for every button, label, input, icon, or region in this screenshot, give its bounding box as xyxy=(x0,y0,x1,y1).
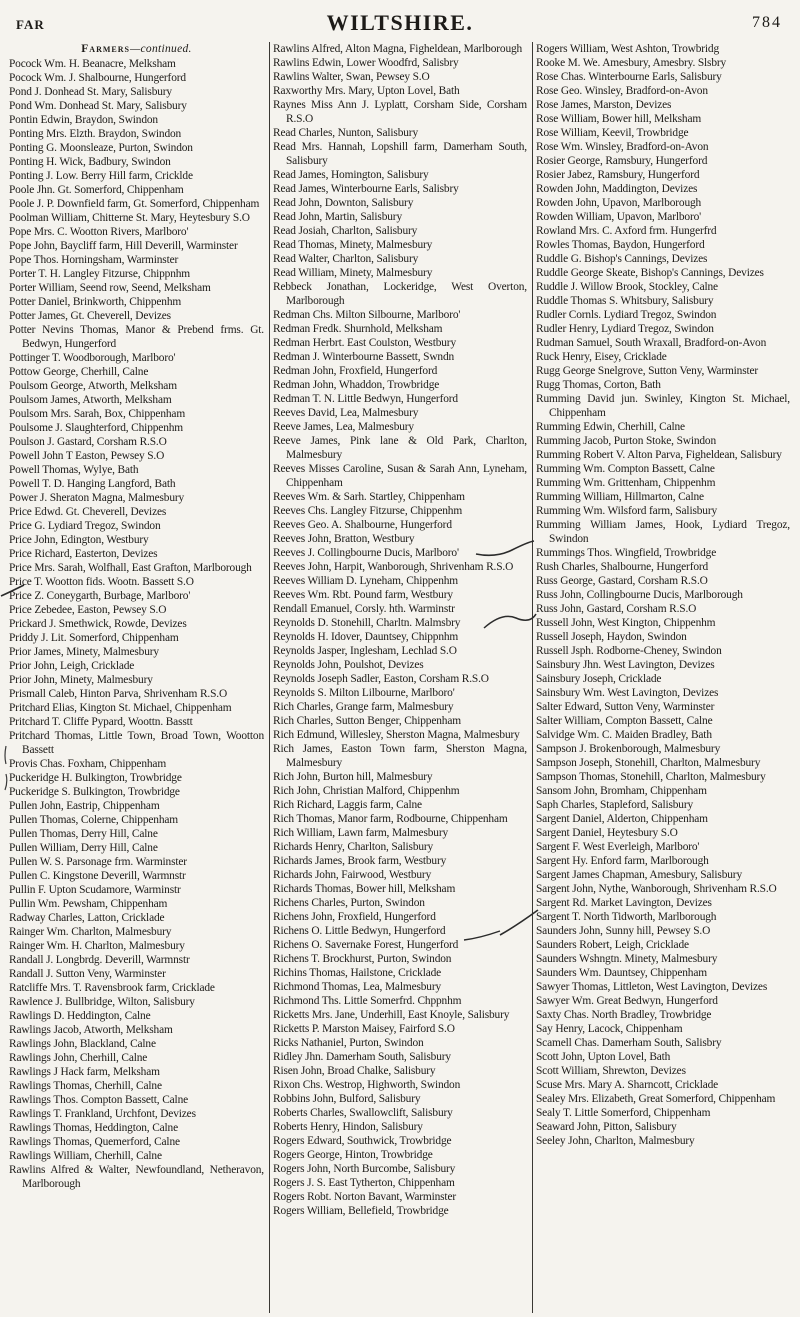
directory-entry: Sargent T. North Tidworth, Marlborough xyxy=(536,911,717,923)
directory-entry: Radway Charles, Latton, Cricklade xyxy=(9,912,165,924)
directory-entry: Rose Chas. Winterbourne Earls, Salisbury xyxy=(536,71,722,83)
directory-entry: Poulsom Mrs. Sarah, Box, Chippenham xyxy=(9,408,186,420)
directory-entry: Rawlings John, Blackland, Calne xyxy=(9,1038,156,1050)
directory-entry: Ponting G. Moonsleaze, Purton, Swindon xyxy=(9,142,193,154)
directory-entry: Sargent James Chapman, Amesbury, Salisbury xyxy=(536,869,742,881)
directory-entry: Rogers William, West Ashton, Trowbridg xyxy=(536,43,719,55)
directory-entry: Read Josiah, Charlton, Salisbury xyxy=(273,225,418,237)
directory-entry: Sargent Hy. Enford farm, Marlborough xyxy=(536,855,709,867)
directory-entry: Redman John, Froxfield, Hungerford xyxy=(273,365,438,377)
directory-entry: Price Richard, Easterton, Devizes xyxy=(9,548,158,560)
directory-entry: Rugg George Snelgrove, Sutton Veny, Warminster xyxy=(536,365,759,377)
directory-entry: Pope John, Baycliff farm, Hill Deverill, Warminster xyxy=(9,240,238,252)
directory-entry: Reeves Wm. Rbt. Pound farm, Westbury xyxy=(273,589,453,601)
directory-entry: Potter James, Gt. Cheverell, Devizes xyxy=(9,310,171,322)
directory-entry: Rawlings Thomas, Cherhill, Calne xyxy=(9,1080,162,1092)
directory-entry: Rich Edmund, Willesley, Sherston Magna, Malmesbury xyxy=(273,729,520,741)
directory-entry: Raynes Miss Ann J. Lyplatt, Corsham Side, Corsham R.S.O xyxy=(273,99,527,125)
directory-entry: Rosier Jabez, Ramsbury, Hungerford xyxy=(536,169,700,181)
directory-entry: Rose Geo. Winsley, Bradford-on-Avon xyxy=(536,85,708,97)
directory-entry: Potter Daniel, Brinkworth, Chippenhm xyxy=(9,296,182,308)
directory-entry: Say Henry, Lacock, Chippenham xyxy=(536,1023,683,1035)
page-title: WILTSHIRE. xyxy=(326,10,474,35)
directory-entry: Rumming Jacob, Purton Stoke, Swindon xyxy=(536,435,717,447)
directory-entry: Rowles Thomas, Baydon, Hungerford xyxy=(536,239,705,251)
directory-entry: Prior John, Leigh, Cricklade xyxy=(9,660,135,672)
directory-entry: Reynolds H. Idover, Dauntsey, Chippnhm xyxy=(273,631,459,643)
section-heading-name: Farmers xyxy=(81,43,130,55)
directory-entry: Rogers Robt. Norton Bavant, Warminster xyxy=(273,1191,456,1203)
directory-entry: Reynolds S. Milton Lilbourne, Marlboro' xyxy=(273,687,455,699)
directory-entry: Rooke M. We. Amesbury, Amesbry. Slsbry xyxy=(536,57,727,69)
directory-entry: Sargent F. West Everleigh, Marlboro' xyxy=(536,841,700,853)
directory-entry: Pullen John, Eastrip, Chippenham xyxy=(9,800,160,812)
directory-entry: Rose William, Bower hill, Melksham xyxy=(536,113,702,125)
directory-entry: Reeves William D. Lyneham, Chippenhm xyxy=(273,575,459,587)
directory-entry: Ratcliffe Mrs. T. Ravensbrook farm, Cricklade xyxy=(9,982,215,994)
directory-entry: Price Edwd. Gt. Cheverell, Devizes xyxy=(9,506,167,518)
directory-entry: Rainger Wm. Charlton, Malmesbury xyxy=(9,926,172,938)
directory-entry: Rowden John, Maddington, Devizes xyxy=(536,183,698,195)
directory-entry: Rowland Mrs. C. Axford frm. Hungerfrd xyxy=(536,225,717,237)
directory-columns xyxy=(6,42,796,1313)
directory-entry: Sainsbury Joseph, Cricklade xyxy=(536,673,662,685)
directory-entry: Russell Jsph. Rodborne-Cheney, Swindon xyxy=(536,645,722,657)
directory-entry: Salvidge Wm. C. Maiden Bradley, Bath xyxy=(536,729,712,741)
directory-entry: Redman Chs. Milton Silbourne, Marlboro' xyxy=(273,309,461,321)
directory-entry: Pritchard T. Cliffe Pypard, Woottn. Basstt xyxy=(9,716,193,728)
directory-entry: Richins Thomas, Hailstone, Cricklade xyxy=(273,967,442,979)
directory-entry: Ruddle G. Bishop's Cannings, Devizes xyxy=(536,253,708,265)
directory-entry: Rumming Robert V. Alton Parva, Figheldean, Salisbury xyxy=(536,449,782,461)
directory-entry: Porter T. H. Langley Fitzurse, Chippnhm xyxy=(9,268,191,280)
directory-entry: Rumming David jun. Swinley, Kington St. Michael, Chippenham xyxy=(536,393,790,419)
directory-entry: Ruddle J. Willow Brook, Stockley, Calne xyxy=(536,281,718,293)
directory-entry: Reeve James, Lea, Malmesbury xyxy=(273,421,414,433)
directory-entry: Rosier George, Ramsbury, Hungerford xyxy=(536,155,708,167)
directory-entry: Rogers Edward, Southwick, Trowbridge xyxy=(273,1135,452,1147)
directory-entry: Rawlings D. Heddington, Calne xyxy=(9,1010,151,1022)
directory-entry: Richmond Ths. Little Somerfrd. Chppnhm xyxy=(273,995,462,1007)
directory-entry: Saxty Chas. North Bradley, Trowbridge xyxy=(536,1009,712,1021)
directory-entry: Sansom John, Bromham, Chippenham xyxy=(536,785,707,797)
directory-entry: Sampson Thomas, Stonehill, Charlton, Malmesbury xyxy=(536,771,766,783)
directory-entry: Porter William, Seend row, Seend, Melksham xyxy=(9,282,211,294)
directory-entry: Rich Thomas, Manor farm, Rodbourne, Chippenham xyxy=(273,813,508,825)
directory-entry: Rawlings J Hack farm, Melksham xyxy=(9,1066,160,1078)
directory-entry: Pocock Wm. J. Shalbourne, Hungerford xyxy=(9,72,186,84)
directory-entry: Sealey Mrs. Elizabeth, Great Somerford, Chippenham xyxy=(536,1093,776,1105)
directory-entry: Rich Charles, Sutton Benger, Chippenham xyxy=(273,715,461,727)
directory-entry: Reeves J. Collingbourne Ducis, Marlboro' xyxy=(273,547,459,559)
directory-entry: Pullen Thomas, Derry Hill, Calne xyxy=(9,828,158,840)
directory-entry: Rudler Cornls. Lydiard Tregoz, Swindon xyxy=(536,309,717,321)
directory-entry: Saunders Wm. Dauntsey, Chippenham xyxy=(536,967,707,979)
directory-entry: Read Mrs. Hannah, Lopshill farm, Damerham South, Salisbury xyxy=(273,141,527,167)
directory-entry: Poolman William, Chitterne St. Mary, Heytesbury S.O xyxy=(9,212,250,224)
directory-entry: Redman J. Winterbourne Bassett, Swndn xyxy=(273,351,455,363)
directory-entry: Sampson J. Brokenborough, Malmesbury xyxy=(536,743,721,755)
directory-entry: Price Mrs. Sarah, Wolfhall, East Grafton, Marlborough xyxy=(9,562,252,574)
directory-entry: Read Thomas, Minety, Malmesbury xyxy=(273,239,433,251)
directory-entry: Rawlings Thomas, Heddington, Calne xyxy=(9,1122,179,1134)
directory-entry: Rumming Wm. Grittenham, Chippenhm xyxy=(536,477,716,489)
directory-entry: Seeley John, Charlton, Malmesbury xyxy=(536,1135,695,1147)
directory-entry: Pontin Edwin, Braydon, Swindon xyxy=(9,114,158,126)
directory-entry: Redman Fredk. Shurnhold, Melksham xyxy=(273,323,443,335)
directory-entry: Rumming Wm. Compton Bassett, Calne xyxy=(536,463,715,475)
directory-entry: Pullen W. S. Parsonage frm. Warminster xyxy=(9,856,187,868)
directory-entry: Rummings Thos. Wingfield, Trowbridge xyxy=(536,547,717,559)
directory-entry: Scamell Chas. Damerham South, Salisbry xyxy=(536,1037,722,1049)
directory-entry: Richens O. Little Bedwyn, Hungerford xyxy=(273,925,446,937)
directory-entry: Price Z. Coneygarth, Burbage, Marlboro' xyxy=(9,590,191,602)
directory-entry: Richmond Thomas, Lea, Malmesbury xyxy=(273,981,442,993)
directory-entry: Prickard J. Smethwick, Rowde, Devizes xyxy=(9,618,187,630)
directory-entry: Redman John, Whaddon, Trowbridge xyxy=(273,379,440,391)
directory-entry: Randall J. Longbrdg. Deverill, Warmnstr xyxy=(9,954,190,966)
directory-entry: Rawlings Thos. Compton Bassett, Calne xyxy=(9,1094,189,1106)
directory-entry: Rumming William, Hillmarton, Calne xyxy=(536,491,704,503)
directory-entry: Sawyer Thomas, Littleton, West Lavington, Devizes xyxy=(536,981,768,993)
directory-entry: Rawlins Alfred & Walter, Newfoundland, Netheravon, Marlborough xyxy=(9,1164,264,1190)
directory-entry: Scuse Mrs. Mary A. Sharncott, Cricklade xyxy=(536,1079,719,1091)
directory-entry: Richens John, Froxfield, Hungerford xyxy=(273,911,436,923)
directory-entry: Rudman Samuel, South Wraxall, Bradford-on-Avon xyxy=(536,337,767,349)
directory-entry: Saunders Robert, Leigh, Cricklade xyxy=(536,939,689,951)
directory-entry: Priddy J. Lit. Somerford, Chippenham xyxy=(9,632,179,644)
directory-entry: Rixon Chs. Westrop, Highworth, Swindon xyxy=(273,1079,461,1091)
directory-entry: Puckeridge H. Bulkington, Trowbridge xyxy=(9,772,182,784)
directory-entry: Rawlings T. Frankland, Urchfont, Devizes xyxy=(9,1108,196,1120)
directory-entry: Rawlings Jacob, Atworth, Melksham xyxy=(9,1024,173,1036)
directory-entry: Rebbeck Jonathan, Lockeridge, West Overton, Marlborough xyxy=(273,281,527,307)
directory-entry: Rogers George, Hinton, Trowbridge xyxy=(273,1149,433,1161)
directory-entry: Sargent Rd. Market Lavington, Devizes xyxy=(536,897,712,909)
directory-entry: Powell Thomas, Wylye, Bath xyxy=(9,464,139,476)
directory-entry: Sawyer Wm. Great Bedwyn, Hungerford xyxy=(536,995,718,1007)
directory-entry: Rawlins Edwin, Lower Woodfrd, Salisbry xyxy=(273,57,459,69)
directory-entry: Rogers J. S. East Tytherton, Chippenham xyxy=(273,1177,455,1189)
directory-entry: Read James, Winterbourne Earls, Salisbry xyxy=(273,183,459,195)
directory-entry: Rawlins Walter, Swan, Pewsey S.O xyxy=(273,71,430,83)
directory-entry: Pullen C. Kingstone Deverill, Warmnstr xyxy=(9,870,186,882)
directory-entry: Redman T. N. Little Bedwyn, Hungerford xyxy=(273,393,458,405)
directory-entry: Rawlings Thomas, Quemerford, Calne xyxy=(9,1136,180,1148)
directory-entry: Ricks Nathaniel, Purton, Swindon xyxy=(273,1037,424,1049)
directory-entry: Read James, Homington, Salisbury xyxy=(273,169,429,181)
directory-entry: Sainsbury Wm. West Lavington, Devizes xyxy=(536,687,719,699)
directory-entry: Prior John, Minety, Malmesbury xyxy=(9,674,153,686)
directory-entry: Read John, Martin, Salisbury xyxy=(273,211,402,223)
directory-entry: Richards John, Fairwood, Westbury xyxy=(273,869,432,881)
directory-entry: Puckeridge S. Bulkington, Trowbridge xyxy=(9,786,180,798)
directory-entry: Scott William, Shrewton, Devizes xyxy=(536,1065,686,1077)
directory-entry: Risen John, Broad Chalke, Salisbury xyxy=(273,1065,436,1077)
directory-entry: Sargent John, Nythe, Wanborough, Shrivenham R.S.O xyxy=(536,883,777,895)
directory-entry: Pottow George, Cherhill, Calne xyxy=(9,366,149,378)
directory-entry: Pond Wm. Donhead St. Mary, Salisbury xyxy=(9,100,187,112)
directory-entry: Power J. Sheraton Magna, Malmesbury xyxy=(9,492,185,504)
directory-entry: Ruck Henry, Eisey, Cricklade xyxy=(536,351,667,363)
directory-entry: Pottinger T. Woodborough, Marlboro' xyxy=(9,352,176,364)
directory-entry: Ruddle Thomas S. Whitsbury, Salisbury xyxy=(536,295,714,307)
directory-entry: Rendall Emanuel, Corsly. hth. Warminstr xyxy=(273,603,455,615)
directory-entry: Robbins John, Bulford, Salisbury xyxy=(273,1093,421,1105)
directory-entry: Sainsbury Jhn. West Lavington, Devizes xyxy=(536,659,715,671)
directory-entry: Prismall Caleb, Hinton Parva, Shrivenham R.S.O xyxy=(9,688,228,700)
directory-entry: Russell Joseph, Haydon, Swindon xyxy=(536,631,687,643)
directory-entry: Richens T. Brockhurst, Purton, Swindon xyxy=(273,953,452,965)
directory-entry: Read John, Downton, Salisbury xyxy=(273,197,414,209)
directory-entry: Pope Thos. Horningsham, Warminster xyxy=(9,254,179,266)
directory-entry: Reeves Misses Caroline, Susan & Sarah Ann, Lyneham, Chippenham xyxy=(273,463,527,489)
directory-entry: Rose William, Keevil, Trowbridge xyxy=(536,127,689,139)
directory-entry: Rich John, Burton hill, Malmesbury xyxy=(273,771,433,783)
directory-entry: Read William, Minety, Malmesbury xyxy=(273,267,433,279)
directory-entry: Ruddle George Skeate, Bishop's Cannings, Devizes xyxy=(536,267,764,279)
directory-entry: Price John, Edington, Westbury xyxy=(9,534,149,546)
directory-entry: Reeves John, Harpit, Wanborough, Shrivenham R.S.O xyxy=(273,561,514,573)
directory-entry: Salter William, Compton Bassett, Calne xyxy=(536,715,713,727)
directory-entry: Pond J. Donhead St. Mary, Salisbury xyxy=(9,86,172,98)
directory-entry: Price T. Wootton fids. Wootn. Bassett S.O xyxy=(9,576,194,588)
directory-entry: Rowden William, Upavon, Marlboro' xyxy=(536,211,702,223)
directory-entry: Rogers John, North Burcombe, Salisbury xyxy=(273,1163,456,1175)
directory-entry: Rainger Wm. H. Charlton, Malmesbury xyxy=(9,940,185,952)
directory-entry: Salter Edward, Sutton Veny, Warminster xyxy=(536,701,715,713)
directory-entry: Rumming William James, Hook, Lydiard Tregoz, Swindon xyxy=(536,519,790,545)
directory-entry: Pullen William, Derry Hill, Calne xyxy=(9,842,158,854)
directory-entry: Rowden John, Upavon, Marlborough xyxy=(536,197,702,209)
directory-entry: Roberts Charles, Swallowclift, Salisbury xyxy=(273,1107,453,1119)
directory-entry: Randall J. Sutton Veny, Warminster xyxy=(9,968,166,980)
directory-entry: Pritchard Elias, Kington St. Michael, Chippenham xyxy=(9,702,232,714)
directory-entry: Reynolds Jasper, Inglesham, Lechlad S.O xyxy=(273,645,457,657)
directory-entry: Pullin F. Upton Scudamore, Warminstr xyxy=(9,884,181,896)
directory-entry: Reeves Wm. & Sarh. Startley, Chippenham xyxy=(273,491,465,503)
directory-entry: Pullen Thomas, Colerne, Chippenham xyxy=(9,814,179,826)
directory-entry: Prior James, Minety, Malmesbury xyxy=(9,646,159,658)
section-heading-suffix: —continued. xyxy=(129,43,192,55)
directory-entry: Saunders John, Sunny hill, Pewsey S.O xyxy=(536,925,711,937)
directory-entry: Reeves Geo. A. Shalbourne, Hungerford xyxy=(273,519,452,531)
section-heading xyxy=(9,42,264,56)
directory-entry: Rudler Henry, Lydiard Tregoz, Swindon xyxy=(536,323,714,335)
directory-entry: Raxworthy Mrs. Mary, Upton Lovel, Bath xyxy=(273,85,460,97)
directory-entry: Price G. Lydiard Tregoz, Swindon xyxy=(9,520,161,532)
directory-entry: Roberts Henry, Hindon, Salisbury xyxy=(273,1121,423,1133)
directory-entry: Rush Charles, Shalbourne, Hungerford xyxy=(536,561,709,573)
directory-entry: Richards James, Brook farm, Westbury xyxy=(273,855,447,867)
directory-entry: Russ John, Gastard, Corsham R.S.O xyxy=(536,603,697,615)
directory-entry: Saunders Wshngtn. Minety, Malmesbury xyxy=(536,953,718,965)
directory-column-1 xyxy=(6,42,269,1313)
directory-entry: Russell John, West Kington, Chippenhm xyxy=(536,617,716,629)
directory-entry: Reynolds D. Stonehill, Charltn. Malmsbry xyxy=(273,617,461,629)
page-header xyxy=(0,8,800,42)
directory-entry: Rich John, Christian Malford, Chippenhm xyxy=(273,785,460,797)
directory-entry: Reynolds Joseph Sadler, Easton, Corsham R.S.O xyxy=(273,673,489,685)
directory-entry: Richens O. Savernake Forest, Hungerford xyxy=(273,939,459,951)
directory-entry: Powell John T Easton, Pewsey S.O xyxy=(9,450,165,462)
directory-entry: Poulsom James, Atworth, Melksham xyxy=(9,394,172,406)
directory-entry: Saph Charles, Stapleford, Salisbury xyxy=(536,799,694,811)
directory-entry: Pullin Wm. Pewsham, Chippenham xyxy=(9,898,168,910)
directory-entry: Rich Richard, Laggis farm, Calne xyxy=(273,799,422,811)
directory-entry: Richards Thomas, Bower hill, Melksham xyxy=(273,883,456,895)
directory-entry: Rich James, Easton Town farm, Sherston Magna, Malmesbury xyxy=(273,743,527,769)
directory-entry: Richards Henry, Charlton, Salisbury xyxy=(273,841,434,853)
directory-entry: Poulsom George, Atworth, Melksham xyxy=(9,380,177,392)
directory-entry: Reynolds John, Poulshot, Devizes xyxy=(273,659,424,671)
directory-entry: Rawlings John, Cherhill, Calne xyxy=(9,1052,148,1064)
directory-entry: Rawlins Alfred, Alton Magna, Figheldean, Marlborough xyxy=(273,43,523,55)
directory-entry: Rich Charles, Grange farm, Malmesbury xyxy=(273,701,454,713)
directory-entry: Rawlings William, Cherhill, Calne xyxy=(9,1150,162,1162)
directory-entry: Sealy T. Little Somerford, Chippenham xyxy=(536,1107,711,1119)
directory-entry: Rose James, Marston, Devizes xyxy=(536,99,672,111)
directory-entry: Reeves David, Lea, Malmesbury xyxy=(273,407,419,419)
directory-entry: Pritchard Thomas, Little Town, Broad Town, Wootton Bassett xyxy=(9,730,264,756)
directory-entry: Russ George, Gastard, Corsham R.S.O xyxy=(536,575,708,587)
directory-entry: Rich William, Lawn farm, Malmesbury xyxy=(273,827,449,839)
directory-entry: Ponting J. Low. Berry Hill farm, Cricklde xyxy=(9,170,193,182)
page-number: 784 xyxy=(752,14,782,31)
directory-entry: Rumming Edwin, Cherhill, Calne xyxy=(536,421,685,433)
directory-entry: Poulson J. Gastard, Corsham R.S.O xyxy=(9,436,167,448)
directory-column-3 xyxy=(532,42,795,1313)
directory-entry: Rumming Wm. Wilsford farm, Salisbury xyxy=(536,505,718,517)
directory-entry: Redman Herbrt. East Coulston, Westbury xyxy=(273,337,456,349)
directory-entry: Pope Mrs. C. Wootton Rivers, Marlboro' xyxy=(9,226,189,238)
directory-entry: Reeves Chs. Langley Fitzurse, Chippenhm xyxy=(273,505,463,517)
directory-entry: Rawlence J. Bullbridge, Wilton, Salisbury xyxy=(9,996,195,1008)
directory-entry: Rose Wm. Winsley, Bradford-on-Avon xyxy=(536,141,709,153)
directory-entry: Seaward John, Pitton, Salisbury xyxy=(536,1121,677,1133)
directory-entry: Potter Nevins Thomas, Manor & Prebend frms. Gt. Bedwyn, Hungerford xyxy=(9,324,264,350)
directory-entry: Reeve James, Pink lane & Old Park, Charlton, Malmesbury xyxy=(273,435,527,461)
directory-entry: Price Zebedee, Easton, Pewsey S.O xyxy=(9,604,167,616)
directory-entry: Read Walter, Charlton, Salisbury xyxy=(273,253,419,265)
directory-entry: Russ John, Collingbourne Ducis, Marlborough xyxy=(536,589,743,601)
directory-column-2 xyxy=(269,42,532,1313)
directory-entry: Ponting Mrs. Elzth. Braydon, Swindon xyxy=(9,128,182,140)
directory-entry: Sampson Joseph, Stonehill, Charlton, Malmesbury xyxy=(536,757,761,769)
directory-entry: Reeves John, Bratton, Westbury xyxy=(273,533,415,545)
directory-entry: Provis Chas. Foxham, Chippenham xyxy=(9,758,167,770)
directory-entry: Sargent Daniel, Heytesbury S.O xyxy=(536,827,678,839)
directory-entry: Pocock Wm. H. Beanacre, Melksham xyxy=(9,58,176,70)
directory-entry: Ricketts Mrs. Jane, Underhill, East Knoyle, Salisbury xyxy=(273,1009,510,1021)
directory-entry: Rogers William, Bellefield, Trowbridge xyxy=(273,1205,449,1217)
directory-entry: Ricketts P. Marston Maisey, Fairford S.O xyxy=(273,1023,455,1035)
directory-entry: Read Charles, Nunton, Salisbury xyxy=(273,127,418,139)
directory-entry: Sargent Daniel, Alderton, Chippenham xyxy=(536,813,708,825)
directory-entry: Poole Jhn. Gt. Somerford, Chippenham xyxy=(9,184,184,196)
directory-entry: Poole J. P. Downfield farm, Gt. Somerford, Chippenham xyxy=(9,198,260,210)
directory-entry: Richens Charles, Purton, Swindon xyxy=(273,897,425,909)
directory-entry: Ponting H. Wick, Badbury, Swindon xyxy=(9,156,171,168)
directory-entry: Ridley Jhn. Damerham South, Salisbury xyxy=(273,1051,451,1063)
directory-entry: Powell T. D. Hanging Langford, Bath xyxy=(9,478,176,490)
directory-entry: Poulsome J. Slaughterford, Chippenhm xyxy=(9,422,183,434)
directory-entry: Rugg Thomas, Corton, Bath xyxy=(536,379,661,391)
directory-entry: Scott John, Upton Lovel, Bath xyxy=(536,1051,671,1063)
catchword: FAR xyxy=(16,17,45,32)
